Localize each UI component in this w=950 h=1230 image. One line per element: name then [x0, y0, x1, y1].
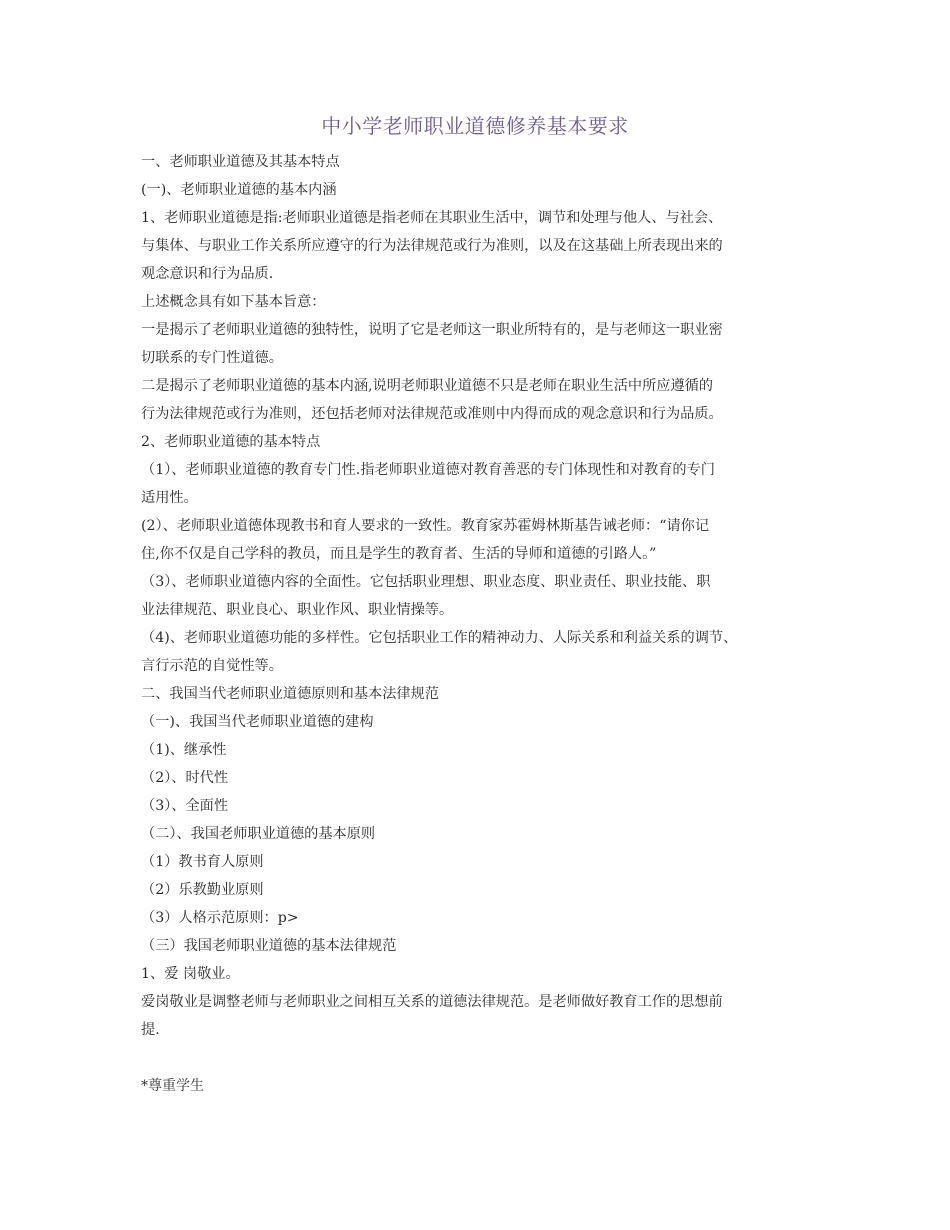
- text-line: （1）、老师职业道德的教育专门性.指老师职业道德对教育善恶的专门体现性和对教育的专门: [141, 462, 715, 478]
- text-line: （三）我国老师职业道德的基本法律规范: [141, 938, 397, 954]
- text-line: 言行示范的自觉性等。: [141, 658, 283, 674]
- text-line: 一、老师职业道德及其基本特点: [141, 154, 340, 170]
- text-line: (2）、老师职业道德体现教书和育人要求的一致性。教育家苏霍姆林斯基告诫老师：“请你记: [141, 518, 710, 534]
- text-line: （3）、全面性: [141, 798, 229, 814]
- text-line: 切联系的专门性道德。: [141, 350, 283, 366]
- text-line: *尊重学生: [141, 1078, 204, 1094]
- text-line: 二是揭示了老师职业道德的基本内涵,说明老师职业道德不只是老师在职业生活中所应遵循的: [141, 378, 714, 394]
- text-line: 观念意识和行为品质.: [141, 266, 274, 282]
- text-line: 2、老师职业道德的基本特点: [141, 434, 321, 450]
- text-line: （二）、我国老师职业道德的基本原则: [141, 826, 376, 842]
- text-line: 1、爱 岗敬业。: [141, 966, 240, 982]
- text-line: 爱岗敬业是调整老师与老师职业之间相互关系的道德法律规范。是老师做好教育工作的思想前: [141, 994, 723, 1010]
- text-line: 一是揭示了老师职业道德的独特性，说明了它是老师这一职业所特有的，是与老师这一职业密: [141, 322, 723, 338]
- text-line: （2）乐教勤业原则: [141, 882, 264, 898]
- text-line: （4)、老师职业道德功能的多样性。它包括职业工作的精神动力、人际关系和利益关系的调节、: [141, 630, 738, 646]
- text-line: 行为法律规范或行为准则，还包括老师对法律规范或准则中内得而成的观念意识和行为品质。: [141, 406, 723, 422]
- text-line: （3）、老师职业道德内容的全面性。它包括职业理想、职业态度、职业责任、职业技能、职: [141, 574, 711, 590]
- document-body: [141, 148, 831, 1100]
- text-line: （1)、继承性: [141, 742, 227, 758]
- text-line: （3）人格示范原则：p>: [141, 910, 299, 926]
- text-line: 与集体、与职业工作关系所应遵守的行为法律规范或行为准则，以及在这基础上所表现出来的: [141, 238, 723, 254]
- text-line: 上述概念具有如下基本旨意：: [141, 294, 326, 310]
- paragraph-gap: [141, 1044, 831, 1072]
- text-line: 二、我国当代老师职业道德原则和基本法律规范: [141, 686, 439, 702]
- text-line: （一)、我国当代老师职业道德的建构: [141, 714, 374, 730]
- text-line: （2）、时代性: [141, 770, 229, 786]
- text-line: (一)、老师职业道德的基本内涵: [141, 182, 337, 198]
- text-line: 1、老师职业道德是指:老师职业道德是指老师在其职业生活中，调节和处理与他人、与社会、: [141, 210, 723, 226]
- document-title: 中小学老师职业道德修养基本要求: [321, 114, 629, 138]
- text-line: 适用性。: [141, 490, 198, 506]
- text-line: 提.: [141, 1022, 160, 1038]
- text-line: 住,你不仅是自己学科的教员，而且是学生的教育者、生活的导师和道德的引路人。”: [141, 546, 657, 562]
- text-line: 业法律规范、职业良心、职业作风、职业情操等。: [141, 602, 454, 618]
- text-line: （1）教书育人原则: [141, 854, 264, 870]
